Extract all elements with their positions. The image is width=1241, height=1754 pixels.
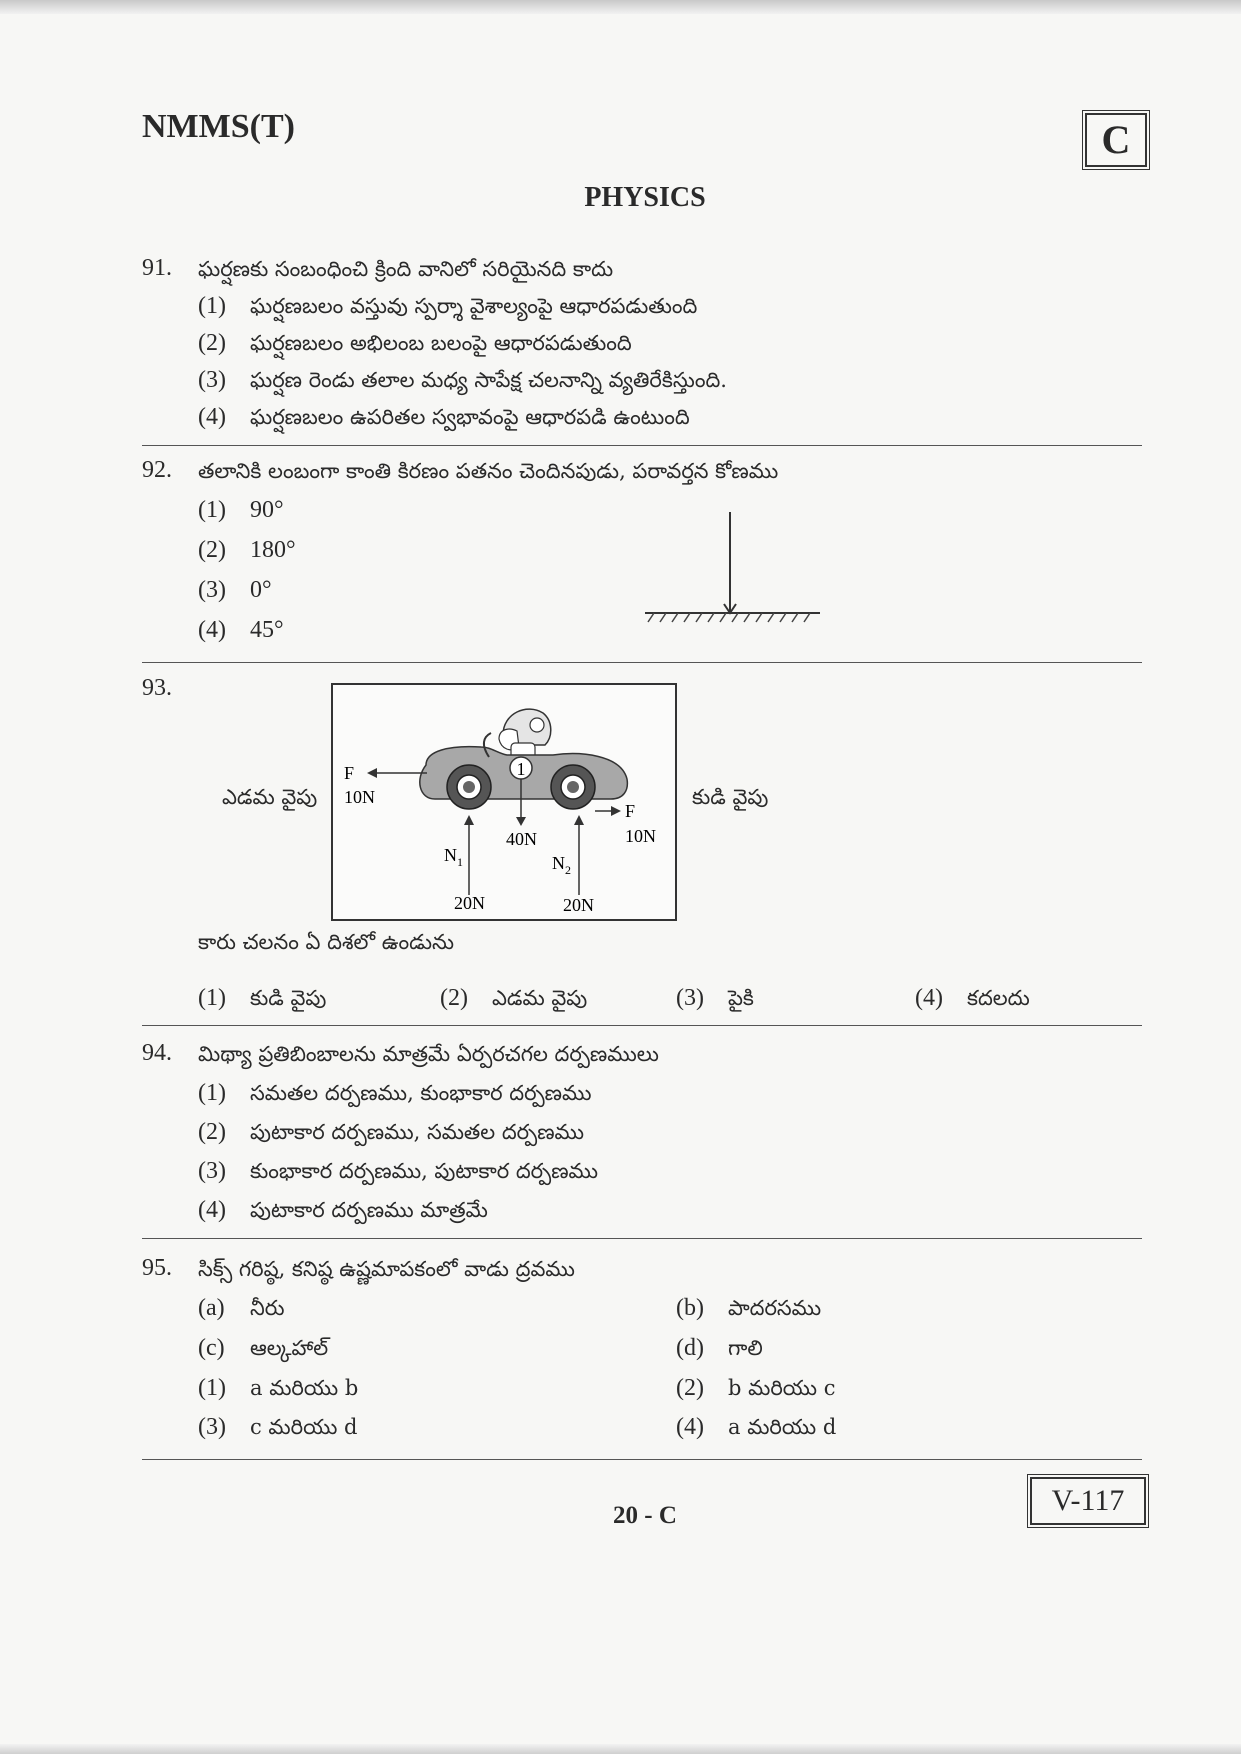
rear-wheel-right	[551, 765, 595, 809]
option-2: (2) 180°	[198, 537, 296, 563]
option-1: (1) సమతల దర్పణము, కుంభాకార దర్పణము	[198, 1080, 592, 1106]
left-force-symbol: F	[344, 763, 355, 783]
scan-edge-bottom	[0, 1744, 1241, 1754]
option-3: (3) ఘర్షణ రెండు తలాల మధ్య సాపేక్ష చలనాన్ని వ్యతిరేకిస్తుంది.	[198, 367, 727, 393]
right-force-symbol: F	[625, 801, 636, 821]
item-d: (d) గాలి	[676, 1335, 763, 1361]
divider	[142, 1025, 1142, 1026]
car-force-diagram	[331, 683, 677, 921]
option-2: (2) ఎడమ వైపు	[440, 985, 588, 1011]
set-code-box: C	[1085, 113, 1147, 167]
normal-force-1-value: 20N	[454, 893, 485, 913]
left-force-value: 10N	[344, 787, 375, 807]
left-side-label: ఎడమ వైపు	[222, 785, 318, 809]
option-3: (3) c మరియు d	[198, 1414, 358, 1440]
section-title: PHYSICS	[584, 182, 706, 213]
question-text: సిక్స్ గరిష్ఠ, కనిష్ఠ ఉష్ణమాపకంలో వాడు ద్రవము	[198, 1257, 575, 1281]
item-b: (b) పాదరసము	[676, 1295, 822, 1321]
scan-edge-top	[0, 0, 1241, 14]
option-1: (1) ఘర్షణబలం వస్తువు స్పర్శా వైశాల్యంపై ఆధారపడుతుంది	[198, 293, 698, 319]
badge-number: 1	[516, 759, 526, 779]
option-1: (1) a మరియు b	[198, 1375, 359, 1401]
normal-force-2-symbol: $N_2$	[552, 853, 571, 877]
option-4: (4) పుటాకార దర్పణము మాత్రమే	[198, 1197, 488, 1223]
front-wheel-left	[447, 765, 491, 809]
question-text: ఘర్షణకు సంబంధించి క్రింది వానిలో సరియైనది కాదు	[198, 257, 614, 281]
item-c: (c) ఆల్కహాల్	[198, 1335, 329, 1361]
option-4: (4) a మరియు d	[676, 1414, 837, 1440]
normal-force-1-symbol: $N_1$	[444, 845, 463, 869]
question-number: 94.	[142, 1040, 172, 1066]
right-force-value: 10N	[625, 826, 656, 846]
normal-incidence-figure	[640, 510, 830, 625]
exam-code: NMMS(T)	[142, 108, 295, 145]
question-text: కారు చలనం ఏ దిశలో ఉండును	[198, 930, 454, 954]
question-number: 95.	[142, 1255, 172, 1281]
option-2: (2) పుటాకార దర్పణము, సమతల దర్పణము	[198, 1119, 585, 1145]
option-4: (4) ఘర్షణబలం ఉపరితల స్వభావంపై ఆధారపడి ఉంటుంది	[198, 404, 690, 430]
item-a: (a) నీరు	[198, 1295, 285, 1321]
option-2: (2) b మరియు c	[676, 1375, 836, 1401]
option-1: (1) 90°	[198, 497, 284, 523]
right-side-label: కుడి వైపు	[692, 785, 769, 809]
weight-value: 40N	[506, 829, 537, 849]
question-text: తలానికి లంబంగా కాంతి కిరణం పతనం చెందినపుడు, పరావర్తన కోణము	[198, 459, 779, 483]
option-4: (4) కదలదు	[915, 985, 1030, 1011]
booklet-code-box: V-117	[1030, 1477, 1146, 1525]
question-number: 92.	[142, 457, 172, 483]
mirror-hatching	[648, 613, 810, 622]
divider	[142, 1459, 1142, 1460]
option-3: (3) పైకి	[676, 985, 754, 1011]
normal-force-2-value: 20N	[563, 895, 594, 915]
option-2: (2) ఘర్షణబలం అభిలంబ బలంపై ఆధారపడుతుంది	[198, 330, 632, 356]
option-4: (4) 45°	[198, 617, 284, 643]
divider	[142, 445, 1142, 446]
divider	[142, 1238, 1142, 1239]
question-number: 91.	[142, 255, 172, 281]
helmet-badge	[530, 718, 544, 732]
option-3: (3) కుంభాకార దర్పణము, పుటాకార దర్పణము	[198, 1158, 599, 1184]
option-3: (3) 0°	[198, 577, 272, 603]
page-number: 20 - C	[613, 1502, 677, 1529]
question-number: 93.	[142, 675, 172, 701]
divider	[142, 662, 1142, 663]
question-text: మిథ్యా ప్రతిబింబాలను మాత్రమే ఏర్పరచగల దర్పణములు	[198, 1042, 659, 1066]
option-1: (1) కుడి వైపు	[198, 985, 327, 1011]
